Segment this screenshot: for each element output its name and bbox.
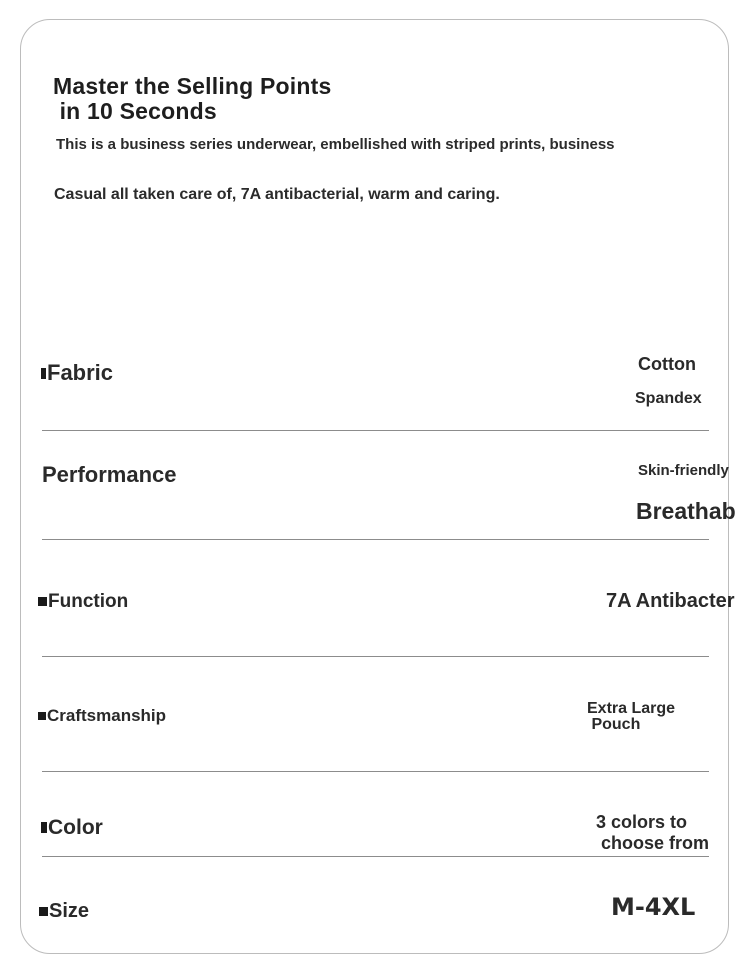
headline-line-1: Master the Selling Points — [53, 73, 332, 99]
spec-value-color-2: choose from — [596, 833, 710, 853]
spec-label-size: Size — [39, 900, 89, 923]
spec-label-craftsmanship: Craftsmanship — [38, 706, 166, 726]
spec-value-craftsmanship-2: Pouch — [587, 716, 641, 733]
spec-value-fabric-2: Spandex — [635, 390, 702, 407]
divider — [42, 771, 709, 772]
bullet-icon — [38, 597, 47, 606]
bullet-icon — [41, 822, 47, 833]
spec-value-craftsmanship — [587, 701, 675, 733]
spec-label-fabric: Fabric — [41, 360, 113, 386]
spec-value-craftsmanship-1: Extra Large — [587, 700, 676, 717]
spec-label-function: Function — [38, 591, 128, 613]
spec-label-performance: Performance — [42, 462, 177, 487]
spec-value-fabric-1: Cotton — [638, 354, 696, 374]
bullet-icon — [38, 712, 46, 720]
spec-value-color-1: 3 colors to — [596, 812, 688, 832]
spec-value-size-1: M-4XL — [611, 893, 696, 921]
bullet-icon — [41, 368, 46, 379]
spec-value-function-1: 7A Antibacter — [606, 590, 735, 612]
description-line-1: This is a business series underwear, embellished with striped prints, business — [56, 136, 615, 153]
bullet-icon — [39, 907, 48, 916]
divider — [42, 656, 709, 657]
divider — [42, 430, 709, 431]
spec-value-performance-2: Breathab — [636, 498, 736, 524]
spec-label-color: Color — [41, 816, 103, 840]
divider — [42, 856, 709, 857]
description-line-2: Casual all taken care of, 7A antibacterial, warm and caring. — [54, 186, 500, 203]
spec-value-color — [596, 812, 709, 854]
headline-line-2: in 10 Seconds — [53, 98, 217, 124]
headline — [53, 74, 332, 124]
spec-value-performance-1: Skin-friendly — [638, 462, 729, 479]
divider — [42, 539, 709, 540]
